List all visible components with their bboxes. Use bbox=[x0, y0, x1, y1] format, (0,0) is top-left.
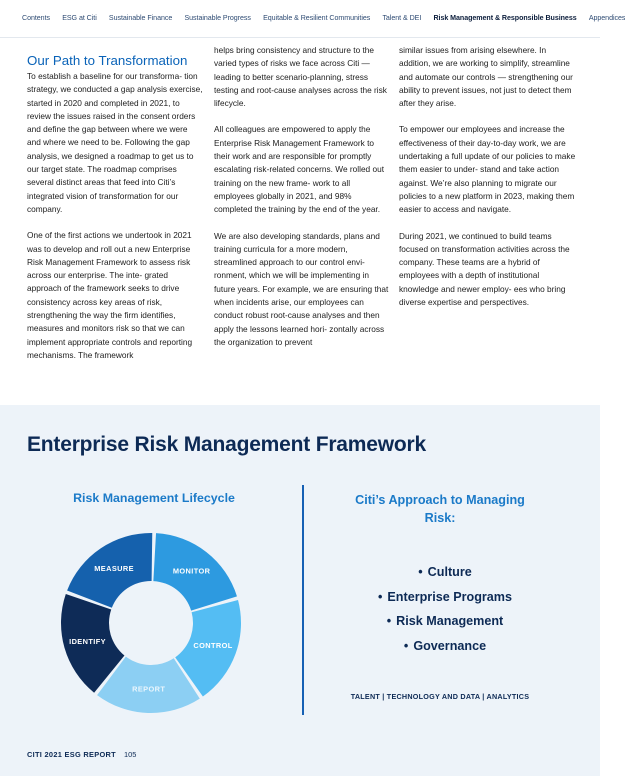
nav-talent-dei[interactable]: Talent & DEI bbox=[382, 14, 422, 22]
nav-sustainable-progress[interactable]: Sustainable Progress bbox=[184, 14, 251, 22]
pillars-caption: TALENT | TECHNOLOGY AND DATA | ANALYTICS bbox=[350, 692, 530, 701]
vertical-divider bbox=[302, 485, 304, 715]
approach-title: Citi’s Approach to Managing Risk: bbox=[355, 493, 525, 525]
paragraph: To establish a baseline for our transforma- tion strategy, we conducted a gap analysis exercise, started in 2020 and completed in 2021, to review the issues raised in the consent orders and define the gap between where we were and where we need to be. Following the gap analysis, we designed a roadmap to get us to our target state. The roadmap comprises several distinct areas that feed into Citi’s integrated vision of transformation for our company. bbox=[27, 71, 203, 214]
lifecycle-title: Risk Management Lifecycle bbox=[73, 491, 235, 505]
framework-title: Enterprise Risk Management Framework bbox=[27, 433, 426, 456]
approach-item-enterprise-programs: • Enterprise Programs bbox=[377, 589, 512, 604]
report-name: CITI 2021 ESG REPORT bbox=[27, 750, 116, 759]
lifecycle-label-report: REPORT bbox=[132, 684, 166, 694]
nav-esg-at-citi[interactable]: ESG at Citi bbox=[62, 14, 97, 22]
paragraph: One of the first actions we undertook in 2021 was to develop and roll out a new Enterprise Risk Management Framework to assess risk across our enterprise. The inte- grated approach of the framework seeks to drive consistency across key areas of risk, strengthening the way the firm identifies, measures and monitors risk so that we can implement appropriate controls and reporting mechanisms. The framework bbox=[27, 230, 193, 360]
approach-item-governance: • Governance bbox=[403, 638, 487, 653]
lifecycle-label-control: CONTROL bbox=[193, 641, 233, 651]
nav-risk-management[interactable]: Risk Management & Responsible Business bbox=[433, 14, 577, 22]
approach-item-risk-management: • Risk Management bbox=[386, 614, 504, 628]
paragraph: We are also developing standards, plans and training curricula for a more modern, streamlined approach to our control envi- ronment, which we will be implementing in future years. For example, we are ensuring that when incidents arise, our employees can conduct robust root-cause analyses and then apply the lessons learned hori- zontally across the organization to prevent bbox=[214, 230, 389, 347]
text-column-2 bbox=[214, 44, 392, 362]
top-navigation bbox=[0, 0, 625, 38]
text-column-1 bbox=[27, 70, 203, 375]
footer bbox=[27, 750, 136, 759]
paragraph: helps bring consistency and structure to the varied types of risks we face across Citi — leading to better scenario-planning, stress testing and root-cause analyses across the risk lifecycle. bbox=[214, 45, 387, 109]
paragraph: All colleagues are empowered to apply the Enterprise Risk Management Framework to their work and are responsible for promptly escalating risk-related concerns. We rolled out training on the new frame- work to all employees globally in 2021, and 98% completed the training by the end of the year. bbox=[214, 124, 385, 215]
paragraph: similar issues from arising elsewhere. In addition, we are working to simplify, streamline and automate our controls — strengthening our ability to prevent issues, not just to detect them after they arise. bbox=[399, 45, 573, 109]
text-column-3 bbox=[399, 44, 579, 322]
lifecycle-label-identify: IDENTIFY bbox=[69, 636, 106, 646]
nav-contents[interactable]: Contents bbox=[22, 14, 50, 22]
nav-sustainable-finance[interactable]: Sustainable Finance bbox=[108, 14, 173, 22]
section-title: Our Path to Transformation bbox=[27, 53, 188, 68]
bullet: • bbox=[418, 565, 423, 579]
bullet: • bbox=[403, 638, 409, 653]
lifecycle-label-measure: MEASURE bbox=[94, 563, 134, 573]
lifecycle-donut bbox=[56, 528, 246, 718]
approach-item-culture: • Culture bbox=[418, 565, 472, 579]
nav-appendices[interactable]: Appendices bbox=[588, 14, 625, 22]
bullet: • bbox=[377, 589, 383, 604]
nav-equitable-resilient-communities[interactable]: Equitable & Resilient Communities bbox=[263, 14, 371, 22]
page-number: 105 bbox=[123, 750, 137, 759]
approach-list bbox=[340, 560, 550, 658]
paragraph: During 2021, we continued to build teams focused on transformation activities across the company. These teams are a hybrid of employees with a depth of institutional knowledge and newer employ- ees who bring diverse expertise and perspectives. bbox=[399, 230, 570, 308]
lifecycle-label-monitor: MONITOR bbox=[172, 566, 211, 576]
paragraph: To empower our employees and increase the effectiveness of their day-to-day work, we are undertaking a full update of our policies to make them easier to under- stand and take action against. We’re also planning to migrate our policies to a new platform in 2023, making them easier to access and navigate. bbox=[399, 124, 576, 215]
bullet: • bbox=[386, 614, 392, 628]
